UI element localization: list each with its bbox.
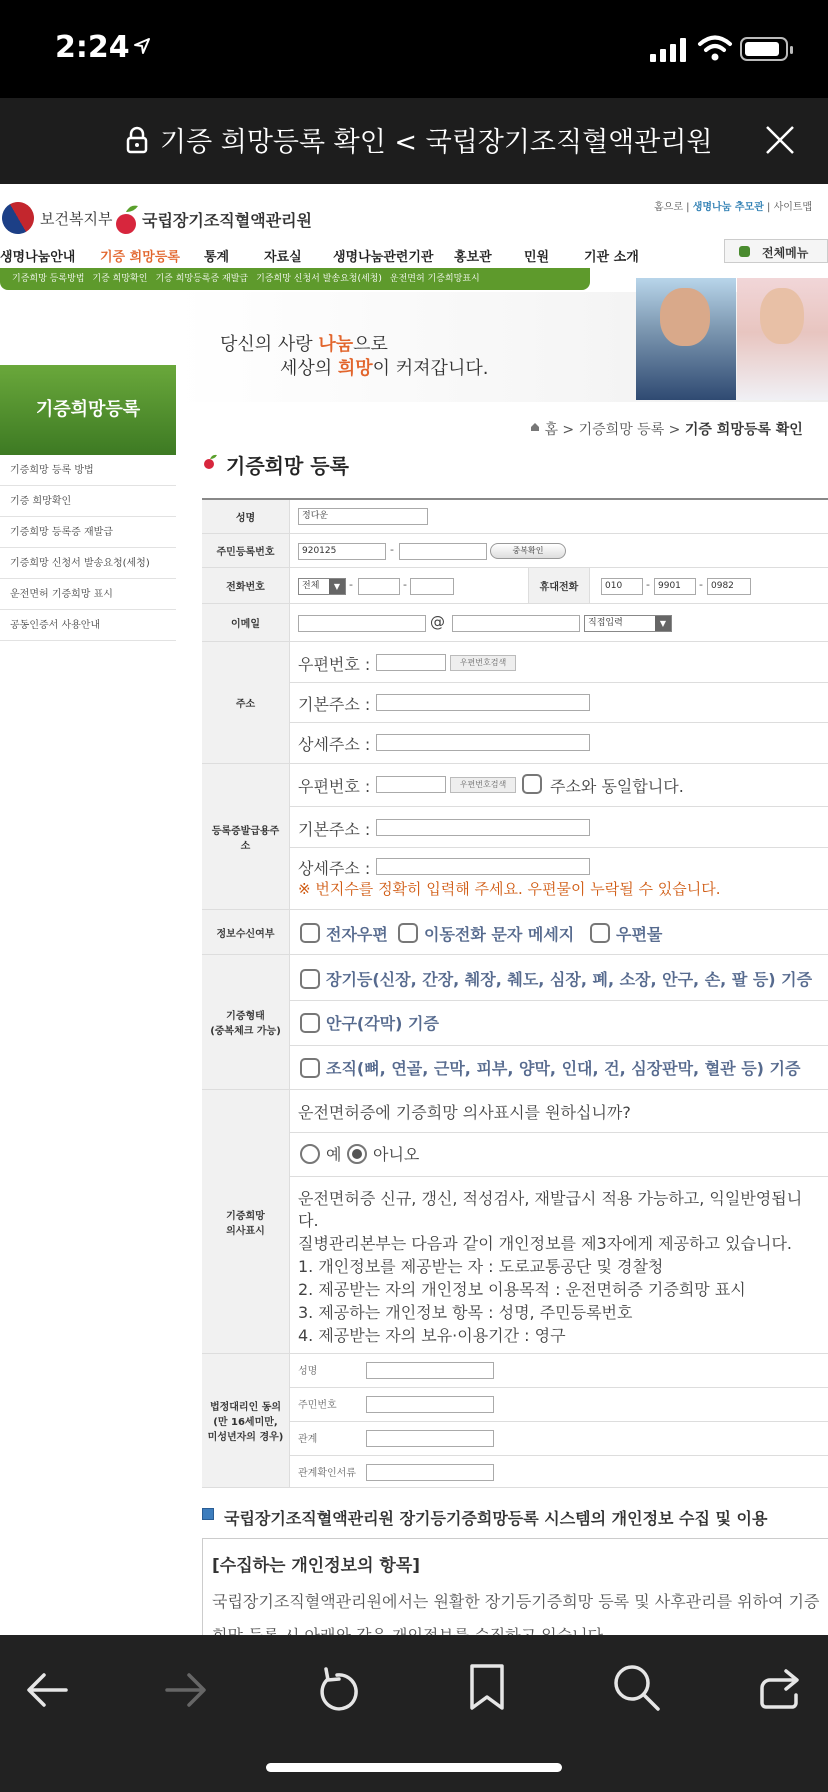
sms-receive-checkbox[interactable] [398, 923, 418, 943]
radio-label: 예 [326, 1145, 342, 1164]
lnb-item[interactable]: 운전면허 기증희망 표시 [0, 579, 176, 610]
guardian-field-label: 관계 [298, 1434, 318, 1445]
sitemap-link[interactable]: 사이트맵 [773, 202, 813, 213]
email-at: @ [430, 613, 445, 631]
reload-icon[interactable] [314, 1665, 360, 1715]
zip-search-button[interactable]: 우편번호검색 [450, 655, 516, 671]
gnb-item-about[interactable]: 기관 소개 [584, 250, 639, 265]
guardian-field-label: 주민번호 [298, 1400, 337, 1411]
page-title-text: 기증 희망등록 확인 < 국립장기조직혈액관리원 [160, 127, 713, 158]
field-label: 이메일 [202, 604, 290, 641]
email-domain-input[interactable] [452, 615, 580, 632]
guardian-field-label: 관계확인서류 [298, 1468, 356, 1479]
name-input[interactable]: 정다운 [298, 508, 428, 525]
form-row-intent [202, 1090, 828, 1354]
location-arrow-icon [132, 36, 152, 56]
divider [290, 1176, 828, 1177]
web-page [0, 184, 828, 1635]
detail-addr-label: 상세주소 : [298, 735, 371, 754]
field-label: 성명 [202, 500, 290, 533]
menu-icon [739, 246, 750, 257]
privacy-heading: [수집하는 개인정보의 항목] [212, 1556, 421, 1576]
guardian-doc-input[interactable] [366, 1464, 494, 1481]
intent-no-radio[interactable] [347, 1144, 367, 1164]
gov-name: 보건복지부 [40, 210, 113, 228]
lock-icon [126, 126, 148, 154]
detail-addr-label: 상세주소 : [298, 859, 371, 878]
gnb-item-resources[interactable]: 자료실 [264, 250, 302, 265]
share-icon[interactable] [756, 1665, 802, 1711]
zip-input[interactable] [376, 654, 446, 671]
dash: - [403, 578, 407, 591]
form-row-card-address [202, 764, 828, 910]
form-row-address [202, 642, 828, 764]
chevron-down-icon: ▼ [655, 616, 671, 631]
guardian-field-label: 성명 [298, 1366, 318, 1377]
field-label: 주소 [202, 642, 290, 763]
divider [290, 1045, 828, 1046]
field-label: 정보수신여부 [202, 910, 290, 954]
registration-form [202, 498, 828, 1479]
gnb-item-register[interactable]: 기증 희망등록 [100, 250, 180, 265]
lnb-menu [0, 455, 176, 641]
field-label: 휴대전화 [528, 568, 590, 603]
divider [290, 1132, 828, 1133]
title-bullet-icon [202, 454, 218, 470]
dash: - [699, 578, 703, 591]
mobile-3-input[interactable]: 0982 [707, 578, 751, 595]
tel-last-input[interactable] [410, 578, 454, 595]
divider [290, 1421, 828, 1422]
field-label: 전화번호 [202, 568, 290, 603]
card-zip-search-button[interactable]: 우편번호검색 [450, 777, 516, 793]
checkbox-label: 안구(각막) 기증 [326, 1014, 439, 1033]
guardian-relation-input[interactable] [366, 1430, 494, 1447]
same-address-checkbox[interactable] [522, 774, 542, 794]
email-id-input[interactable] [298, 615, 426, 632]
status-bar [0, 0, 828, 98]
browser-title-bar [0, 98, 828, 184]
lnb-title: 기증희망등록 [0, 365, 176, 455]
subnav-item[interactable]: 운전면허 기증희망표시 [389, 274, 480, 284]
all-menu-button[interactable]: 전체메뉴 [724, 239, 828, 263]
intent-item: 2. 제공받는 자의 개인정보 이용목적 : 운전면허증 기증희망 표시 [298, 1280, 746, 1299]
divider [290, 722, 828, 723]
tel-mid-input[interactable] [358, 578, 400, 595]
divider [290, 1455, 828, 1456]
base-addr-label: 기본주소 : [298, 820, 371, 839]
radio-label: 아니오 [373, 1145, 420, 1164]
lnb-item[interactable]: 기증희망 등록 방법 [0, 455, 176, 486]
form-row-name [202, 500, 828, 534]
divider [290, 1387, 828, 1388]
close-icon[interactable] [764, 124, 796, 156]
form-row-email [202, 604, 828, 642]
checkbox-label: 조직(뼈, 연골, 근막, 피부, 양막, 인대, 건, 심장판막, 혈관 등) 기증 [326, 1059, 801, 1078]
divider [290, 806, 828, 807]
lnb-item[interactable]: 기증희망 등록증 재발급 [0, 517, 176, 548]
privacy-title: 국립장기조직혈액관리원 장기등기증희망등록 시스템의 개인정보 수집 및 이용 [224, 1509, 768, 1528]
bookmark-icon[interactable] [468, 1663, 506, 1711]
guardian-rrn-input[interactable] [366, 1396, 494, 1413]
gnb-item-pr[interactable]: 홍보관 [454, 250, 492, 265]
home-icon [530, 422, 540, 432]
organ-logo-icon [112, 204, 140, 236]
mobile-2-input[interactable]: 9901 [654, 578, 696, 595]
form-row-legal-guardian [202, 1354, 828, 1488]
banner-face [660, 288, 710, 346]
dash: - [349, 578, 353, 591]
duplicate-check-button[interactable]: 중복확인 [490, 543, 566, 559]
subnav-item[interactable]: 기증 희망등록증 재발급 [155, 274, 249, 284]
mobile-1-input[interactable]: 010 [601, 578, 643, 595]
form-row-receive [202, 910, 828, 955]
divider [290, 682, 828, 683]
battery-icon [740, 37, 788, 61]
intent-desc: 다. [298, 1211, 319, 1230]
detail-addr-input[interactable] [376, 734, 590, 751]
dash: - [646, 578, 650, 591]
cellular-signal-icon [650, 38, 690, 62]
clock: 2:24 [55, 30, 130, 65]
field-label: 법정대리인 동의 (만 16세미만, 미성년자의 경우) [202, 1354, 290, 1487]
zip-label: 우편번호 : [298, 655, 371, 674]
same-address-label: 주소와 동일합니다. [550, 777, 684, 796]
gnb-item-civil[interactable]: 민원 [524, 250, 550, 265]
banner-line-2: 세상의 희망이 커져갑니다. [280, 358, 489, 379]
checkbox-label: 우편물 [616, 925, 663, 944]
intent-item: 3. 제공하는 개인정보 항목 : 성명, 주민등록번호 [298, 1303, 633, 1322]
base-addr-input[interactable] [376, 694, 590, 711]
field-label: 기증희망 의사표시 [202, 1090, 290, 1353]
gnb-item-stats[interactable]: 통계 [204, 250, 230, 265]
intent-question: 운전면허증에 기증희망 의사표시를 원하십니까? [298, 1103, 631, 1122]
home-indicator[interactable] [266, 1763, 562, 1772]
intent-desc: 운전면허증 신규, 갱신, 적성검사, 재발급시 적용 가능하고, 익일반영됩니 [298, 1189, 803, 1208]
rrn-front-input[interactable]: 920125 [298, 543, 386, 560]
gov-emblem-icon [0, 196, 40, 240]
forward-arrow-icon[interactable] [163, 1667, 209, 1713]
cornea-donation-checkbox[interactable] [300, 1013, 320, 1033]
intent-item: 1. 개인정보를 제공받는 자 : 도로교통공단 및 경찰청 [298, 1257, 664, 1276]
checkbox-label: 이동전화 문자 메세지 [424, 925, 575, 944]
back-arrow-icon[interactable] [24, 1667, 70, 1713]
intent-item: 4. 제공받는 자의 보유·이용기간 : 영구 [298, 1326, 566, 1345]
form-row-donation-type [202, 955, 828, 1090]
rrn-back-input[interactable] [399, 543, 487, 560]
email-receive-checkbox[interactable] [300, 923, 320, 943]
banner-face [760, 288, 804, 344]
subnav-item[interactable]: 기증 희망확인 [92, 274, 148, 284]
form-row-rrn [202, 534, 828, 568]
gnb-item-guide[interactable]: 생명나눔안내 [0, 250, 76, 265]
privacy-body: 국립장기조직혈액관리원에서는 원활한 장기등기증희망 등록 및 사후관리를 위하여 기증 [212, 1592, 820, 1611]
email-domain-select[interactable]: 직접입력 ▼ [584, 615, 672, 632]
field-label: 주민등록번호 [202, 534, 290, 567]
memorial-link[interactable]: 생명나눔 추모관 [692, 202, 764, 213]
banner-line-1: 당신의 사랑 나눔으로 [220, 334, 388, 355]
divider [290, 847, 828, 848]
card-detail-addr-input[interactable] [376, 858, 590, 875]
page-title: 기증희망 등록 [226, 454, 349, 478]
subnav-item[interactable]: 기증희망 신청서 발송요청(세청) [256, 274, 382, 284]
dash: - [390, 543, 394, 556]
breadcrumb-home[interactable]: 홈 [544, 422, 558, 438]
util-links: 홈으로 | 생명나눔 추모관 | 사이트맵 [654, 202, 813, 213]
breadcrumb-current: 기증 희망등록 확인 [684, 422, 803, 438]
home-link[interactable]: 홈으로 [654, 202, 683, 213]
checkbox-label: 장기등(신장, 간장, 췌장, 췌도, 심장, 폐, 소장, 안구, 손, 팔 등) 기증 [326, 970, 813, 989]
zip-label: 우편번호 : [298, 777, 371, 796]
wifi-icon [698, 35, 732, 61]
breadcrumb: 홈 > 기증희망 등록 > 기증 희망등록 확인 [530, 419, 803, 439]
guardian-name-input[interactable] [366, 1362, 494, 1379]
card-zip-input[interactable] [376, 776, 446, 793]
lnb-item[interactable]: 공동인증서 사용안내 [0, 610, 176, 641]
address-warning: ※ 번지수를 정확히 입력해 주세요. 우편물이 누락될 수 있습니다. [298, 880, 721, 898]
lnb-item[interactable]: 기증 희망확인 [0, 486, 176, 517]
breadcrumb-mid[interactable]: 기증희망 등록 [578, 422, 665, 438]
card-base-addr-input[interactable] [376, 819, 590, 836]
divider [290, 1000, 828, 1001]
intent-yes-radio[interactable] [300, 1144, 320, 1164]
checkbox-label: 전자우편 [326, 925, 388, 944]
subnav-item[interactable]: 기증희망 등록방법 [12, 274, 85, 284]
base-addr-label: 기본주소 : [298, 695, 371, 714]
section-bullet-icon [202, 1508, 214, 1520]
search-icon[interactable] [612, 1663, 662, 1713]
sub-nav [0, 268, 590, 290]
organ-donation-checkbox[interactable] [300, 969, 320, 989]
org-logo[interactable]: 국립장기조직혈액관리원 [142, 211, 313, 230]
lnb-item[interactable]: 기증희망 신청서 발송요청(세청) [0, 548, 176, 579]
field-label: 기증형태 (중복체크 가능) [202, 955, 290, 1089]
intent-desc: 질병관리본부는 다음과 같이 개인정보를 제3자에게 제공하고 있습니다. [298, 1234, 793, 1253]
field-label: 등록증발급용주소 [202, 764, 290, 909]
mail-receive-checkbox[interactable] [590, 923, 610, 943]
form-row-phone [202, 568, 828, 604]
gnb-item-related[interactable]: 생명나눔관련기관 [333, 250, 434, 265]
tissue-donation-checkbox[interactable] [300, 1058, 320, 1078]
chevron-down-icon: ▼ [329, 579, 345, 594]
tel-area-select[interactable]: 전체 ▼ [298, 578, 346, 595]
